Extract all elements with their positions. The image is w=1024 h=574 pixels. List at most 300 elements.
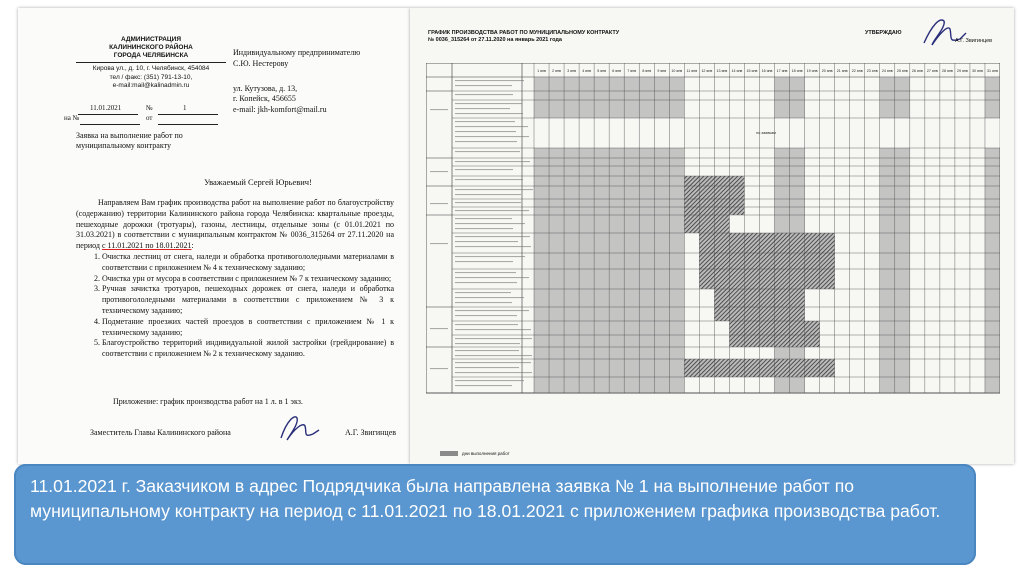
shaded-cell: [579, 186, 594, 199]
schedule-grid: [426, 63, 1000, 445]
shaded-cell: [654, 100, 669, 118]
shaded-cell: [639, 100, 654, 118]
shaded-cell: [639, 148, 654, 158]
shaded-cell: [564, 77, 579, 91]
shaded-cell: [564, 199, 579, 207]
signer-name: А.Г. Звигинцев: [345, 428, 397, 437]
shaded-cell: [895, 307, 910, 321]
shaded-cell: [654, 335, 669, 347]
shaded-cell: [880, 289, 895, 307]
shaded-cell: [790, 199, 805, 207]
shaded-cell: [880, 359, 895, 377]
shaded-cell: [594, 148, 609, 158]
scan-text-stroke: [455, 136, 529, 137]
scan-text-stroke: [455, 103, 522, 104]
shaded-cell: [669, 158, 684, 166]
shaded-cell: [654, 176, 669, 186]
shaded-cell: [790, 148, 805, 158]
shaded-cell: [534, 269, 549, 289]
shaded-cell: [654, 199, 669, 207]
day-header: 16 янв: [761, 69, 773, 73]
shaded-cell: [624, 377, 639, 393]
shaded-cell: [594, 359, 609, 377]
shaded-cell: [654, 359, 669, 377]
shaded-cell: [534, 377, 549, 393]
shaded-cell: [880, 307, 895, 321]
shaded-cell: [669, 77, 684, 91]
shaded-cell: [609, 176, 624, 186]
scan-text-stroke: [455, 126, 528, 127]
shaded-cell: [654, 289, 669, 307]
shaded-cell: [895, 158, 910, 166]
shaded-cell: [534, 100, 549, 118]
shaded-cell: [985, 347, 1000, 359]
annex-line: Приложение: график производства работ на 1 л. в 1 экз.: [113, 397, 303, 406]
shaded-cell: [669, 215, 684, 233]
shaded-cell: [549, 207, 564, 215]
day-header: 28 янв: [941, 69, 953, 73]
shaded-cell: [895, 377, 910, 393]
scan-text-stroke: [455, 121, 515, 122]
day-header: 11 янв: [686, 69, 698, 73]
shaded-cell: [790, 347, 805, 359]
shaded-cell: [594, 289, 609, 307]
day-header: 17 янв: [776, 69, 788, 73]
shaded-cell: [654, 347, 669, 359]
scan-text-stroke: [455, 108, 510, 109]
shaded-cell: [549, 289, 564, 307]
shaded-cell: [579, 91, 594, 100]
shaded-cell: [639, 269, 654, 289]
shaded-cell: [775, 91, 790, 100]
shaded-cell: [639, 176, 654, 186]
shaded-cell: [609, 166, 624, 176]
shaded-cell: [624, 91, 639, 100]
shaded-cell: [564, 166, 579, 176]
scan-text-stroke: [430, 109, 448, 110]
recipient-city: г. Копейск, 456655: [233, 94, 296, 104]
day-header: 7 янв: [627, 69, 637, 73]
shaded-cell: [654, 215, 669, 233]
shaded-cell: [624, 100, 639, 118]
shaded-cell: [534, 321, 549, 335]
scan-text-stroke: [455, 343, 520, 344]
shaded-cell: [579, 359, 594, 377]
shaded-cell: [895, 269, 910, 289]
shaded-cell: [639, 289, 654, 307]
shaded-cell: [985, 269, 1000, 289]
scan-text-stroke: [455, 94, 513, 95]
shaded-cell: [654, 233, 669, 253]
shaded-cell: [624, 289, 639, 307]
shaded-cell: [549, 377, 564, 393]
shaded-cell: [564, 289, 579, 307]
shaded-cell: [564, 269, 579, 289]
shaded-cell: [579, 307, 594, 321]
shaded-cell: [609, 253, 624, 269]
day-header: 12 янв: [701, 69, 713, 73]
shaded-cell: [624, 199, 639, 207]
shaded-cell: [564, 347, 579, 359]
day-header: 24 янв: [881, 69, 893, 73]
letter-number: 1: [183, 104, 187, 112]
schedule-title-line: ГРАФИК ПРОИЗВОДСТВА РАБОТ ПО МУНИЦИПАЛЬНОМУ КОНТРАКТУ: [428, 30, 620, 36]
shaded-cell: [669, 269, 684, 289]
shaded-cell: [564, 233, 579, 253]
intro-colon: :: [191, 241, 194, 251]
scan-text-stroke: [455, 310, 529, 311]
shaded-cell: [790, 77, 805, 91]
shaded-cell: [639, 199, 654, 207]
shaded-cell: [985, 166, 1000, 176]
shaded-cell: [534, 207, 549, 215]
shaded-cell: [534, 215, 549, 233]
shaded-cell: [880, 176, 895, 186]
scan-text-stroke: [455, 272, 516, 273]
shaded-cell: [609, 377, 624, 393]
shaded-cell: [985, 91, 1000, 100]
shaded-cell: [579, 77, 594, 91]
shaded-cell: [639, 321, 654, 335]
shaded-cell: [985, 199, 1000, 207]
schedule-title-line: № 0036_315264 от 27.11.2020 на январь 2021 года: [428, 37, 562, 44]
scan-text-stroke: [430, 171, 448, 172]
approve-label: УТВЕРЖДАЮ: [865, 30, 902, 36]
shaded-cell: [775, 215, 790, 233]
shaded-cell: [669, 186, 684, 199]
scan-text-stroke: [455, 218, 512, 219]
shaded-cell: [985, 307, 1000, 321]
legend-swatch: [440, 451, 458, 456]
shaded-cell: [654, 166, 669, 176]
shaded-cell: [549, 269, 564, 289]
caption-banner: [14, 464, 976, 565]
list-item: 4. Подметание проезжих частей проездов в соответствии с приложением № 1 к техническому заданию;: [102, 317, 394, 339]
shaded-cell: [564, 176, 579, 186]
shaded-cell: [985, 233, 1000, 253]
shaded-cell: [624, 77, 639, 91]
shaded-cell: [549, 148, 564, 158]
shaded-cell: [624, 321, 639, 335]
shaded-cell: [880, 91, 895, 100]
shaded-cell: [669, 100, 684, 118]
shaded-cell: [895, 359, 910, 377]
shaded-cell: [775, 207, 790, 215]
shaded-cell: [775, 166, 790, 176]
shaded-cell: [534, 289, 549, 307]
shaded-cell: [579, 215, 594, 233]
legend: [440, 451, 510, 456]
day-header: 14 янв: [731, 69, 743, 73]
shaded-cell: [594, 269, 609, 289]
shaded-cell: [880, 100, 895, 118]
shaded-cell: [639, 335, 654, 347]
shaded-cell: [639, 359, 654, 377]
shaded-cell: [639, 77, 654, 91]
shaded-cell: [639, 207, 654, 215]
shaded-cell: [594, 233, 609, 253]
intro-paragraph: [76, 198, 394, 252]
shaded-cell: [880, 166, 895, 176]
day-header: 19 янв: [806, 69, 818, 73]
shaded-cell: [579, 100, 594, 118]
shaded-cell: [639, 253, 654, 269]
scan-text-stroke: [455, 223, 525, 224]
scan-text-stroke: [455, 324, 518, 325]
shaded-cell: [654, 207, 669, 215]
shaded-cell: [985, 100, 1000, 118]
shaded-cell: [549, 335, 564, 347]
shaded-cell: [775, 377, 790, 393]
shaded-cell: [594, 347, 609, 359]
recipient-email: e-mail: jkh-komfort@mail.ru: [233, 105, 327, 115]
org-address: Кирова ул., д. 10, г. Челябинск, 454084: [92, 65, 210, 73]
intro-text: Направляем Вам график производства работ на выполнение работ по благоустройству (содержанию) территории Калининского района города Челябинска: квартальные проезды, пешеходные дорожки (тротуары), газоны, лестницы, отдельные зоны (с 01.01.2021 по 31.03.2021) в соответствии с муниципальным контрактом № 0036_315264 от 27.11.2020 на период: [76, 198, 394, 251]
shaded-cell: [985, 207, 1000, 215]
scan-text-stroke: [455, 236, 530, 237]
shaded-cell: [534, 91, 549, 100]
shaded-cell: [790, 207, 805, 215]
approver-name: А.Г. Звигинцев: [955, 38, 993, 44]
scan-text-stroke: [455, 189, 533, 190]
shaded-cell: [639, 186, 654, 199]
shaded-cell: [564, 207, 579, 215]
number-label: №: [146, 104, 153, 112]
shaded-cell: [594, 100, 609, 118]
shaded-cell: [895, 176, 910, 186]
shaded-cell: [624, 347, 639, 359]
day-header: 2 янв: [552, 69, 561, 73]
shaded-cell: [609, 199, 624, 207]
shaded-cell: [549, 166, 564, 176]
shaded-cell: [880, 77, 895, 91]
scan-text-stroke: [455, 261, 513, 262]
shaded-cell: [654, 158, 669, 166]
shaded-cell: [549, 158, 564, 166]
recipient-street: ул. Кутузова, д. 13,: [233, 83, 298, 93]
scan-text-stroke: [455, 338, 532, 339]
shaded-cell: [895, 77, 910, 91]
scan-text-stroke: [455, 380, 524, 381]
period-highlight: с 11.01.2021 по 18.01.2021: [101, 241, 192, 251]
caption-text: 11.01.2021 г. Заказчиком в адрес Подрядчика была направлена заявка № 1 на выполнение работ по муниципальному контракту на период с 11.01.2021 по 18.01.2021 с приложением графика производства работ.: [30, 476, 941, 521]
shaded-cell: [669, 359, 684, 377]
scan-text-stroke: [455, 194, 521, 195]
shaded-cell: [624, 207, 639, 215]
day-header: 6 янв: [612, 69, 622, 73]
day-header: 10 янв: [671, 69, 683, 73]
shaded-cell: [985, 253, 1000, 269]
shaded-cell: [624, 335, 639, 347]
shaded-cell: [669, 233, 684, 253]
shaded-cell: [534, 233, 549, 253]
shaded-cell: [880, 233, 895, 253]
recipient-line: Индивидуальному предпринимателю: [233, 48, 361, 57]
shaded-cell: [775, 158, 790, 166]
shaded-cell: [534, 307, 549, 321]
shaded-cell: [564, 359, 579, 377]
shaded-cell: [609, 269, 624, 289]
shaded-cell: [624, 166, 639, 176]
shaded-cell: [880, 347, 895, 359]
shaded-cell: [790, 215, 805, 233]
shaded-cell: [880, 207, 895, 215]
shaded-cell: [564, 158, 579, 166]
shaded-cell: [669, 91, 684, 100]
shaded-cell: [609, 233, 624, 253]
shaded-cell: [549, 186, 564, 199]
shaded-cell: [579, 377, 594, 393]
shaded-cell: [895, 347, 910, 359]
shaded-cell: [594, 207, 609, 215]
shaded-cell: [609, 289, 624, 307]
scan-text-stroke: [455, 151, 520, 152]
shaded-cell: [549, 100, 564, 118]
shaded-cell: [624, 148, 639, 158]
scan-text-stroke: [455, 113, 523, 114]
shaded-cell: [594, 186, 609, 199]
shaded-cell: [624, 158, 639, 166]
shaded-cell: [639, 377, 654, 393]
day-header: 26 янв: [911, 69, 923, 73]
scan-text-stroke: [455, 362, 531, 363]
shaded-cell: [880, 158, 895, 166]
scan-text-stroke: [455, 367, 519, 368]
shaded-cell: [594, 77, 609, 91]
scan-text-stroke: [455, 80, 524, 81]
scan-text-stroke: [455, 297, 524, 298]
scan-text-stroke: [430, 243, 448, 244]
to-label: на №: [64, 114, 80, 122]
day-header: 21 янв: [836, 69, 848, 73]
shaded-cell: [624, 307, 639, 321]
day-header: 31 янв: [987, 69, 998, 73]
shaded-cell: [895, 207, 910, 215]
shaded-cell: [624, 186, 639, 199]
shaded-cell: [985, 289, 1000, 307]
day-header: 8 янв: [642, 69, 652, 73]
shaded-cell: [880, 199, 895, 207]
shaded-cell: [775, 186, 790, 199]
day-header: 13 янв: [716, 69, 728, 73]
day-header: 25 янв: [896, 69, 908, 73]
org-line: АДМИНИСТРАЦИЯ: [120, 36, 182, 43]
scan-text-stroke: [455, 292, 511, 293]
org-line: КАЛИНИНСКОГО РАЙОНА: [109, 44, 193, 52]
shaded-cell: [609, 321, 624, 335]
shaded-cell: [775, 347, 790, 359]
shaded-cell: [564, 321, 579, 335]
scan-text-stroke: [455, 372, 532, 373]
scan-text-stroke: [455, 246, 531, 247]
shaded-cell: [579, 199, 594, 207]
shaded-cell: [594, 199, 609, 207]
schedule-title: [428, 30, 619, 44]
day-header: 27 янв: [926, 69, 938, 73]
shaded-cell: [775, 100, 790, 118]
scan-text-stroke: [455, 282, 517, 283]
shaded-cell: [564, 377, 579, 393]
shaded-cell: [985, 148, 1000, 158]
shaded-cell: [594, 335, 609, 347]
shaded-cell: [594, 377, 609, 393]
no-works-label: по заявкам: [756, 131, 776, 135]
shaded-cell: [880, 253, 895, 269]
shaded-cell: [895, 186, 910, 199]
shaded-cell: [579, 335, 594, 347]
day-header: 3 янв: [567, 69, 577, 73]
day-header: 29 янв: [956, 69, 968, 73]
handwritten-signature: [273, 410, 323, 444]
scan-text-stroke: [455, 210, 529, 211]
shaded-cell: [579, 253, 594, 269]
shaded-cell: [654, 377, 669, 393]
list-item: 2. Очистка урн от мусора в соответствии с приложением № 7 к техническому заданию;: [102, 274, 394, 285]
day-header: 23 янв: [866, 69, 878, 73]
shaded-cell: [985, 377, 1000, 393]
shaded-cell: [579, 158, 594, 166]
shaded-cell: [624, 176, 639, 186]
shaded-cell: [639, 166, 654, 176]
shaded-cell: [639, 91, 654, 100]
work-list: [76, 252, 394, 360]
shaded-cell: [609, 148, 624, 158]
shaded-cell: [985, 186, 1000, 199]
scan-text-stroke: [455, 350, 519, 351]
shaded-cell: [534, 158, 549, 166]
shaded-cell: [775, 77, 790, 91]
shaded-cell: [534, 253, 549, 269]
shaded-cell: [669, 148, 684, 158]
shaded-cell: [609, 158, 624, 166]
shaded-cell: [790, 377, 805, 393]
scan-text-stroke: [430, 328, 448, 329]
list-item: 3. Ручная зачистка тротуаров, пешеходных дорожек от снега, наледи и обработка противогололедными материалами в соответствии с приложением № 3 к техническому заданию;: [102, 284, 394, 316]
shaded-cell: [624, 215, 639, 233]
shaded-cell: [564, 215, 579, 233]
shaded-cell: [594, 176, 609, 186]
shaded-cell: [790, 158, 805, 166]
shaded-cell: [790, 186, 805, 199]
shaded-cell: [654, 253, 669, 269]
shaded-cell: [534, 176, 549, 186]
shaded-cell: [639, 347, 654, 359]
shaded-cell: [624, 233, 639, 253]
shaded-cell: [880, 321, 895, 335]
shaded-cell: [609, 186, 624, 199]
shaded-cell: [790, 176, 805, 186]
shaded-cell: [609, 347, 624, 359]
shaded-cell: [669, 335, 684, 347]
shaded-cell: [669, 347, 684, 359]
shaded-cell: [895, 335, 910, 347]
letter-page: [18, 8, 410, 464]
shaded-cell: [549, 91, 564, 100]
day-header: 5 янв: [597, 69, 607, 73]
recipient-name: С.Ю. Нестерову: [233, 58, 289, 68]
shaded-cell: [609, 207, 624, 215]
org-phone: тел / факс: (351) 791-13-10,: [109, 73, 193, 81]
scan-text-stroke: [455, 329, 531, 330]
letter-subject: Заявка на выполнение работ по муниципальному контракту: [76, 131, 183, 151]
scan-text-stroke: [455, 141, 517, 142]
scan-text-stroke: [455, 277, 529, 278]
shaded-cell: [624, 253, 639, 269]
scan-text-stroke: [455, 179, 523, 180]
shaded-cell: [609, 359, 624, 377]
org-email: e-mail:mail@kalinadmin.ru: [112, 81, 190, 89]
shaded-cell: [534, 148, 549, 158]
